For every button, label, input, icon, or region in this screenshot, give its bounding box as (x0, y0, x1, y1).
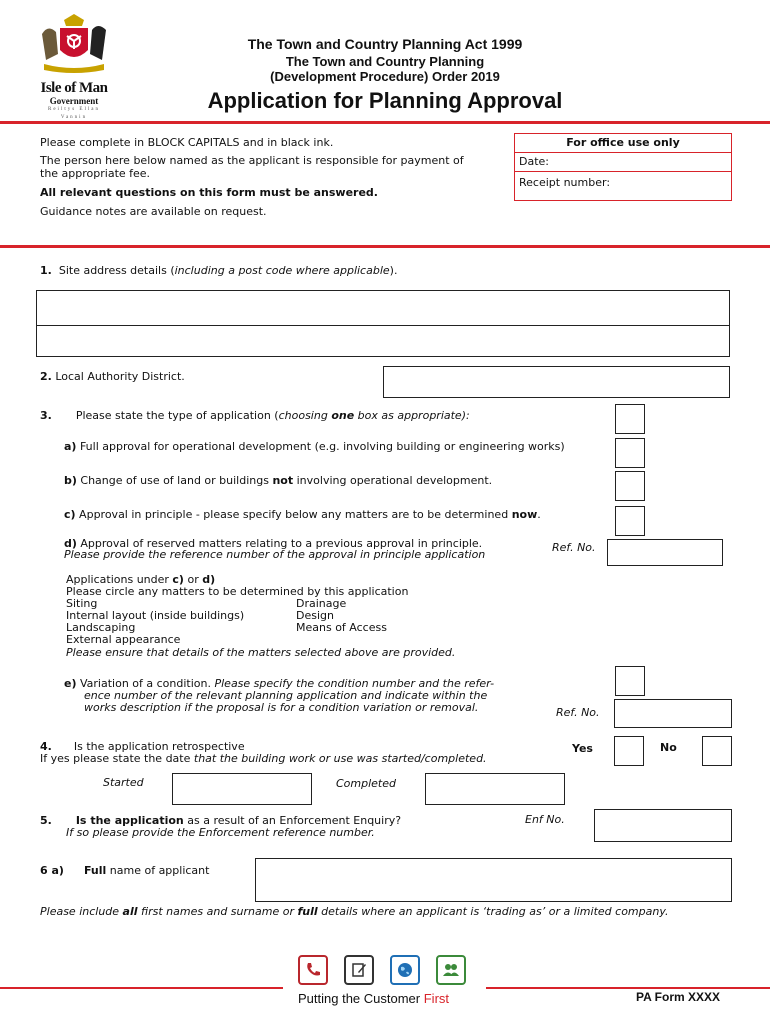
q3-checkbox-main[interactable] (615, 404, 645, 434)
q3e-checkbox[interactable] (615, 666, 645, 696)
matter-landscaping[interactable]: Landscaping (66, 621, 136, 634)
intro-block (40, 136, 500, 218)
q4-completed-label: Completed (336, 777, 396, 790)
intro-guidance: Guidance notes are available on request. (40, 205, 267, 218)
intro-divider (0, 245, 770, 248)
q3d-ref-input[interactable] (607, 539, 723, 566)
applicant-name-input[interactable] (255, 858, 732, 902)
phone-icon (298, 955, 328, 985)
people-icon (436, 955, 466, 985)
q3c-label: c) Approval in principle - please specify below any matters are to be determined now. (64, 508, 541, 521)
q5-enf-input[interactable] (594, 809, 732, 842)
q2-label: 2. Local Authority District. (40, 370, 185, 383)
intro-must-answer: All relevant questions on this form must be answered. (40, 186, 378, 199)
page-title: Application for Planning Approval (207, 88, 563, 113)
q3e-ref-label: Ref. No. (556, 706, 600, 719)
q3b-label: b) Change of use of land or buildings not involving operational development. (64, 474, 493, 487)
q4-label: 4. Is the application retrospective If yes please state the date that the building work or use was started/completed. (40, 740, 487, 765)
q4-no-label: No (660, 741, 677, 754)
q3d-ref-label: Ref. No. (552, 541, 596, 554)
q3e-label: e) Variation of a condition. Please specify the condition number and the refer- ence number of the relevant planning application and indicate within the works description if the proposal is for a condition variation or removal. (64, 677, 495, 714)
form-number: PA Form XXXX (636, 990, 721, 1004)
office-use-title: For office use only (515, 134, 731, 153)
office-receipt: Receipt number: (519, 176, 611, 189)
intro-fee-1: The person here below named as the applicant is responsible for payment of (40, 154, 464, 167)
footer-line-left (0, 987, 283, 989)
header-divider (0, 121, 770, 124)
footer-line-right (486, 987, 770, 989)
q3b-checkbox[interactable] (615, 471, 645, 501)
q3-circle-text: Please circle any matters to be determined by this application (66, 585, 409, 598)
q3-matters (66, 573, 506, 659)
q4-started-input[interactable] (172, 773, 312, 805)
q4-yes-checkbox[interactable] (614, 736, 644, 766)
act-title: The Town and Country Planning Act 1999 (247, 36, 523, 52)
q3-ensure-note: Please ensure that details of the matters selected above are provided. (66, 646, 456, 659)
office-date: Date: (515, 153, 731, 172)
globe-icon (390, 955, 420, 985)
q3-apps-under: Applications under c) or d) (66, 573, 216, 586)
q5-label: 5. Is the application as a result of an Enforcement Enquiry? If so please provide the Enforcement reference number. (40, 814, 402, 839)
local-authority-input[interactable] (383, 366, 730, 398)
q5-enf-label: Enf No. (525, 813, 565, 826)
site-address-input-1[interactable] (36, 290, 730, 326)
q6-label: 6 a) Full name of applicant (40, 864, 210, 877)
order-title-2: (Development Procedure) Order 2019 (270, 69, 500, 84)
office-use-box (514, 133, 732, 201)
matter-siting[interactable]: Siting (66, 597, 98, 610)
logo (34, 14, 114, 120)
logo-name: Isle of Man (40, 80, 108, 96)
matter-external-appearance[interactable]: External appearance (66, 633, 181, 646)
matter-means-of-access[interactable]: Means of Access (296, 621, 387, 634)
q3c-checkbox[interactable] (615, 506, 645, 536)
intro-caps: Please complete in BLOCK CAPITALS and in black ink. (40, 136, 334, 149)
q3a-label: a) Full approval for operational development (e.g. involving building or engineering works) (64, 440, 565, 453)
logo-motto: Reiltys Ellan Vannin (48, 107, 100, 120)
coat-of-arms-icon (34, 14, 114, 76)
q4-completed-input[interactable] (425, 773, 565, 805)
q3-label: 3. Please state the type of application (choosing one box as appropriate): (40, 409, 470, 422)
intro-fee-2: the appropriate fee. (40, 167, 151, 180)
q4-no-checkbox[interactable] (702, 736, 732, 766)
q4-started-label: Started (103, 776, 144, 789)
footer-tagline: Putting the Customer First (298, 991, 450, 1006)
q3a-checkbox[interactable] (615, 438, 645, 468)
q1-label: 1. Site address details (including a post code where applicable). (40, 264, 398, 277)
document-edit-icon (344, 955, 374, 985)
logo-sub: Government (49, 96, 99, 106)
matter-drainage[interactable]: Drainage (296, 597, 347, 610)
q3e-ref-input[interactable] (614, 699, 732, 728)
q6-note: Please include all first names and surname or full details where an applicant is ‘trading as’ or a limited company. (40, 905, 669, 918)
q3d-note: Please provide the reference number of the approval in principle application (64, 548, 486, 561)
matter-design[interactable]: Design (296, 609, 334, 622)
q4-yes-label: Yes (572, 742, 593, 755)
q3d-label: d) Approval of reserved matters relating to a previous approval in principle. Please provide the reference number of the approval in principle application (64, 537, 486, 561)
site-address-input-2[interactable] (36, 325, 730, 357)
matter-internal-layout[interactable]: Internal layout (inside buildings) (66, 609, 245, 622)
order-title-1: The Town and Country Planning (285, 54, 485, 69)
